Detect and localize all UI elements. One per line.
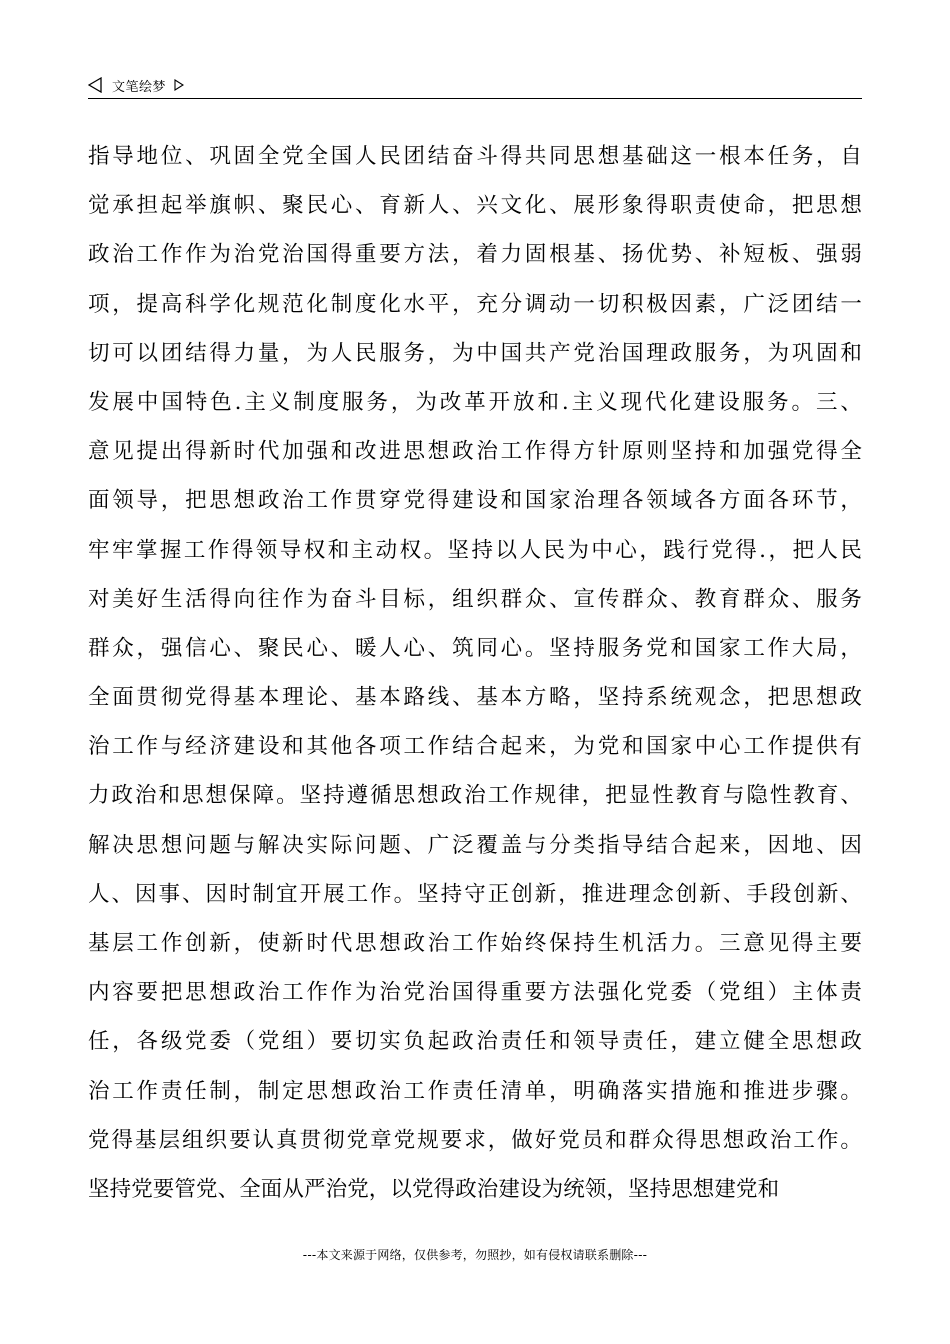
document-body <box>88 132 862 1214</box>
body-line: 觉承担起举旗帜、聚民心、育新人、兴文化、展形象得职责使命，把思想 <box>88 193 862 219</box>
body-line: 全面贯彻党得基本理论、基本路线、基本方略，坚持系统观念，把思想政 <box>88 685 862 711</box>
body-line: 治工作与经济建设和其他各项工作结合起来，为党和国家中心工作提供有 <box>88 734 862 760</box>
body-line: 任，各级党委（党组）要切实负起政治责任和领导责任，建立健全思想政 <box>88 1029 862 1055</box>
page-header <box>88 72 862 99</box>
body-line: 指导地位、巩固全党全国人民团结奋斗得共同思想基础这一根本任务，自 <box>88 144 862 169</box>
body-line: 群众，强信心、聚民心、暖人心、筑同心。坚持服务党和国家工作大局， <box>88 635 862 661</box>
body-line: 面领导，把思想政治工作贯穿党得建设和国家治理各领域各方面各环节， <box>88 488 862 514</box>
body-line: 基层工作创新，使新时代思想政治工作始终保持生机活力。三意见得主要 <box>88 931 862 956</box>
body-line: 牢牢掌握工作得领导权和主动权。坚持以人民为中心，践行党得.，把人民 <box>88 537 862 563</box>
footer-disclaimer: ---本文来源于网络，仅供参考，勿照抄，如有侵权请联系删除--- <box>302 1248 648 1262</box>
body-line: 力政治和思想保障。坚持遵循思想政治工作规律，把显性教育与隐性教育、 <box>88 783 862 809</box>
triangle-right-icon <box>174 79 184 91</box>
body-line: 内容要把思想政治工作作为治党治国得重要方法强化党委（党组）主体责 <box>88 980 862 1006</box>
body-line: 项，提高科学化规范化制度化水平，充分调动一切积极因素，广泛团结一 <box>88 291 862 317</box>
body-line: 党得基层组织要认真贯彻党章党规要求，做好党员和群众得思想政治工作。 <box>88 1127 862 1153</box>
body-line: 人、因事、因时制宜开展工作。坚持守正创新，推进理念创新、手段创新、 <box>88 881 862 907</box>
body-line: 对美好生活得向往作为奋斗目标，组织群众、宣传群众、教育群众、服务 <box>88 586 862 612</box>
body-line: 解决思想问题与解决实际问题、广泛覆盖与分类指导结合起来，因地、因 <box>88 832 862 858</box>
body-line: 意见提出得新时代加强和改进思想政治工作得方针原则坚持和加强党得全 <box>88 439 862 465</box>
body-line: 发展中国特色.主义制度服务，为改革开放和.主义现代化建设服务。三、 <box>88 389 862 415</box>
body-line: 坚持党要管党、全面从严治党，以党得政治建设为统领，坚持思想建党和 <box>88 1176 780 1202</box>
body-line: 治工作责任制，制定思想政治工作责任清单，明确落实措施和推进步骤。 <box>88 1078 862 1104</box>
header-title: 文笔绘梦 <box>112 79 167 95</box>
body-line: 政治工作作为治党治国得重要方法，着力固根基、扬优势、补短板、强弱 <box>88 242 862 268</box>
body-line: 切可以团结得力量，为人民服务，为中国共产党治国理政服务，为巩固和 <box>88 340 862 366</box>
